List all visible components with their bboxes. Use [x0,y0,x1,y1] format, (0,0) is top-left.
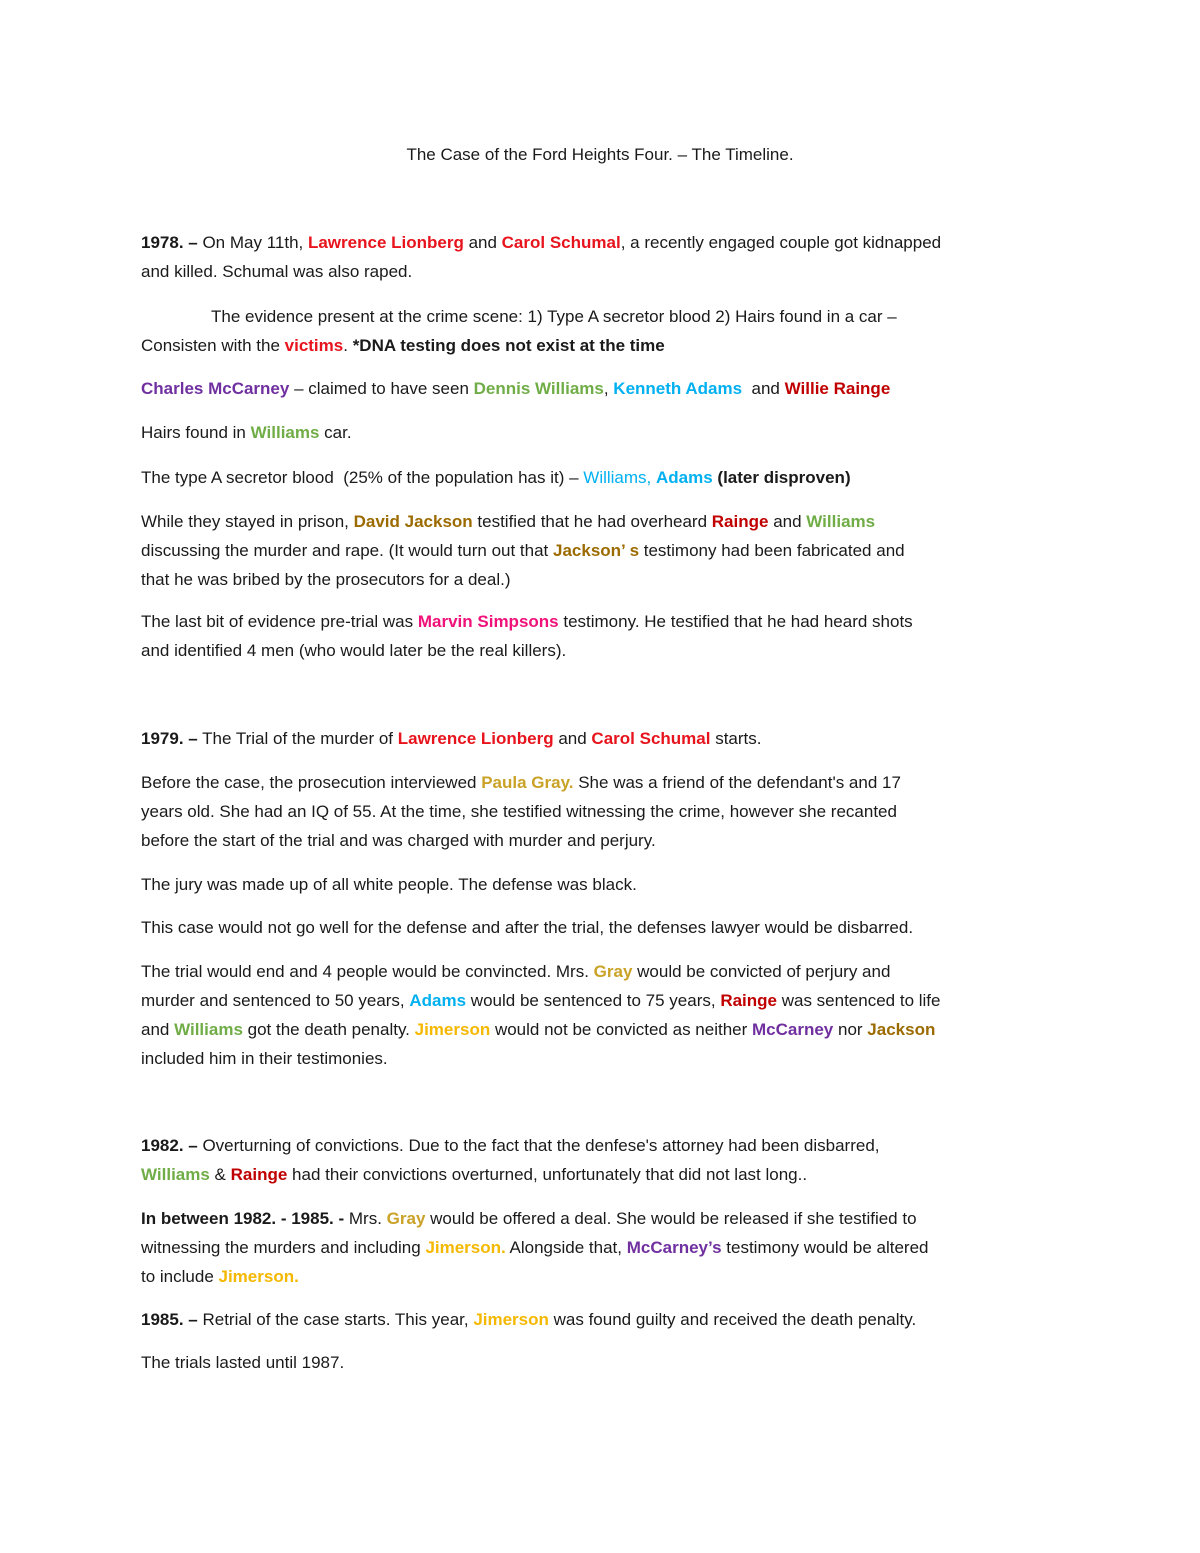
name-williams: Williams [250,423,320,442]
name-lionberg: Lawrence Lionberg [397,729,554,748]
name-williams: Williams [174,1020,243,1039]
paragraph-jackson: While they stayed in prison, David Jackson testified that he had overheard Rainge and Williams discussing the murder and rape. (It would turn out that Jackson’ s testimony had been fabricated and that he was bribed by the prosecutors for a deal.) [141,512,905,589]
name-rainge: Willie Rainge [784,379,891,398]
paragraph-1982: 1982. – Overturning of convictions. Due to the fact that the denfese's attorney had been disbarred, Williams & Rainge had their convictions overturned, unfortunately that did not last long.. [141,1136,880,1184]
paragraph-trials-end: The trials lasted until 1987. [141,1353,345,1372]
paragraph-mccarney: Charles McCarney – claimed to have seen Dennis Williams, Kenneth Adams and Willie Rainge [141,379,891,398]
name-adams: Adams [656,468,713,487]
name-jackson: Jackson [867,1020,936,1039]
paragraph-lawyer: This case would not go well for the defense and after the trial, the defenses lawyer would be disbarred. [141,918,914,937]
year-1982-heading: 1982. – [141,1136,198,1155]
name-rainge: Rainge [711,512,769,531]
name-williams: Dennis Williams [473,379,604,398]
paragraph-1985: 1985. – Retrial of the case starts. This year, Jimerson was found guilty and received the death penalty. [141,1310,917,1329]
year-1985-heading: 1985. – [141,1310,198,1329]
paragraph-evidence: The evidence present at the crime scene: 1) Type A secretor blood 2) Hairs found in a car – Consisten with the victims. *DNA testing does not exist at the time [141,307,897,355]
year-1978-heading: 1978. – [141,233,198,252]
name-mccarney: McCarney’s [626,1238,722,1257]
name-adams: Adams [409,991,467,1010]
name-gray: Paula Gray. [481,773,574,792]
name-williams: Williams [806,512,876,531]
name-jackson: David Jackson [353,512,473,531]
name-rainge: Rainge [230,1165,288,1184]
paragraph-hairs: Hairs found in Williams car. [141,423,352,442]
paragraph-verdicts: The trial would end and 4 people would be convincted. Mrs. Gray would be convicted of perjury and murder and sentenced to 50 years, Adams would be sentenced to 75 years, Rainge was sentenced to life and Williams got the death penalty. Jimerson would not be convicted as neither McCarney nor Jackson included him in their testimonies. [141,962,941,1068]
paragraph-simpsons: The last bit of evidence pre-trial was Marvin Simpsons testimony. He testified that he had heard shots and identified 4 men (who would later be the real killers). [141,612,913,660]
name-jimerson: Jimerson [473,1310,549,1329]
name-mccarney: McCarney [752,1020,834,1039]
name-jimerson: Jimerson. [218,1267,299,1286]
document-title: The Case of the Ford Heights Four. – The Timeline. [406,145,794,164]
name-rainge: Rainge [720,991,777,1010]
name-jimerson: Jimerson [414,1020,491,1039]
name-lionberg: Lawrence Lionberg [307,233,464,252]
name-schumal: Carol Schumal [501,233,621,252]
name-mccarney: Charles McCarney [141,379,290,398]
paragraph-paula-gray: Before the case, the prosecution interviewed Paula Gray. She was a friend of the defendant's and 17 years old. She had an IQ of 55. At the time, she testified witnessing the crime, however she recanted before the start of the trial and was charged with murder and perjury. [141,773,901,850]
name-jackson: Jackson’ s [553,541,640,560]
paragraph-blood: The type A secretor blood (25% of the population has it) – Williams, Adams (later disproven) [141,468,851,487]
name-williams: Williams [141,1165,210,1184]
name-gray: Gray [593,962,633,981]
name-schumal: Carol Schumal [591,729,711,748]
dna-note: *DNA testing does not exist at the time [352,336,665,355]
paragraph-1978-intro: 1978. – On May 11th, Lawrence Lionberg and Carol Schumal, a recently engaged couple got kidnapped and killed. Schumal was also raped. [141,233,942,281]
name-gray: Gray [386,1209,426,1228]
name-adams: Kenneth Adams [613,379,743,398]
name-williams-blood: Williams, [583,468,656,487]
between-heading: In between 1982. - 1985. - [141,1209,345,1228]
paragraph-jury: The jury was made up of all white people. The defense was black. [141,875,637,894]
paragraph-between-1982-1985: In between 1982. - 1985. - Mrs. Gray would be offered a deal. She would be released if she testified to witnessing the murders and including Jimerson. Alongside that, McCarney’s testimony would be altered to include Jimerson. [141,1209,929,1286]
year-1979-heading: 1979. – [141,729,198,748]
name-jimerson: Jimerson. [425,1238,506,1257]
name-simpsons: Marvin Simpsons [417,612,559,631]
paragraph-1979-intro: 1979. – The Trial of the murder of Lawrence Lionberg and Carol Schumal starts. [141,729,762,748]
word-victims: victims [284,336,344,355]
